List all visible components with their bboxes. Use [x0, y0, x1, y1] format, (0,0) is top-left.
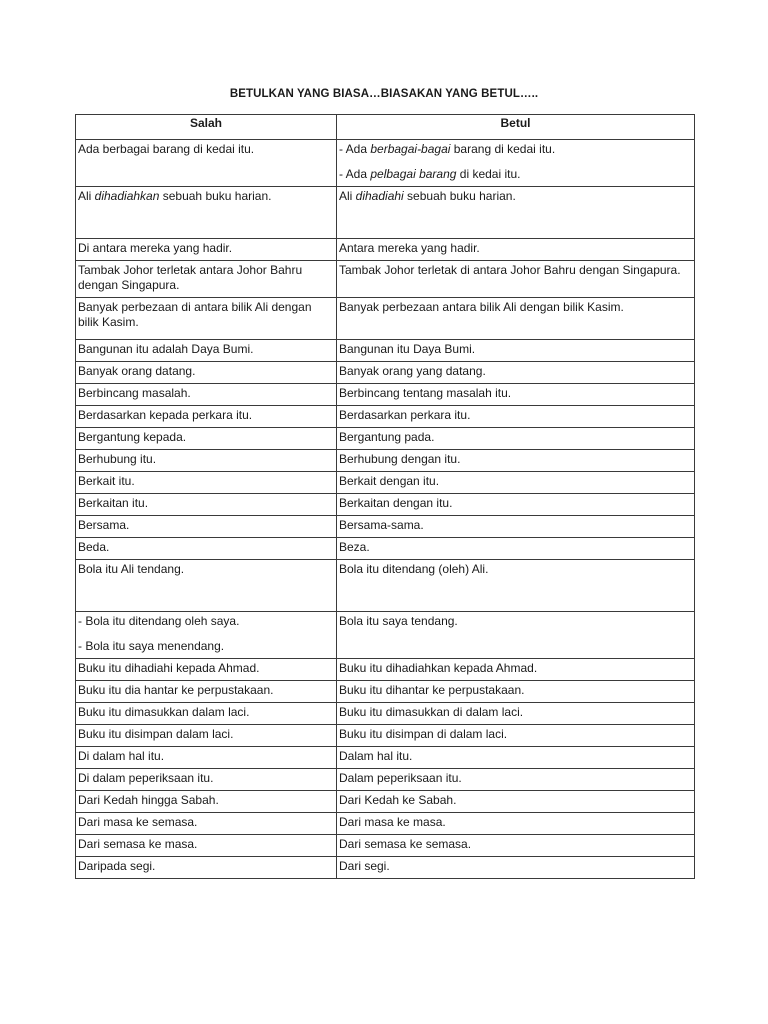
- salah-line: [78, 771, 334, 786]
- salah-cell: [76, 406, 337, 428]
- salah-text: Ali: [78, 189, 95, 203]
- salah-text: - Bola itu ditendang oleh saya.: [78, 614, 240, 628]
- betul-cell: [337, 140, 695, 187]
- salah-text: Beda.: [78, 540, 110, 554]
- salah-text: dihadiahkan: [94, 189, 160, 203]
- salah-line: [78, 364, 334, 379]
- betul-text: Ali: [339, 189, 356, 203]
- betul-cell: [337, 516, 695, 538]
- betul-cell: [337, 612, 695, 659]
- salah-text: Daripada segi.: [78, 859, 156, 873]
- betul-line: [339, 815, 692, 830]
- salah-text: Buku itu disimpan dalam laci.: [78, 727, 234, 741]
- salah-cell: [76, 659, 337, 681]
- betul-cell: [337, 538, 695, 560]
- salah-line: [78, 749, 334, 764]
- salah-line: [78, 518, 334, 533]
- salah-line: [78, 300, 334, 330]
- betul-line: [339, 859, 692, 874]
- salah-text: Banyak perbezaan di antara bilik Ali dengan bilik Kasim.: [78, 300, 312, 329]
- table-row: [76, 187, 695, 239]
- salah-cell: [76, 239, 337, 261]
- betul-cell: [337, 857, 695, 879]
- betul-text: Berbincang tentang masalah itu.: [339, 386, 512, 400]
- betul-cell: [337, 298, 695, 340]
- betul-text: Berkait dengan itu.: [339, 474, 440, 488]
- salah-text: Berkaitan itu.: [78, 496, 149, 510]
- betul-cell: [337, 791, 695, 813]
- betul-line: [339, 386, 692, 401]
- salah-line: [78, 342, 334, 357]
- salah-cell: [76, 298, 337, 340]
- betul-line: [339, 661, 692, 676]
- salah-cell: [76, 140, 337, 187]
- salah-line: [78, 705, 334, 720]
- salah-text: - Bola itu saya menendang.: [78, 639, 225, 653]
- salah-text: Bangunan itu adalah Daya Bumi.: [78, 342, 254, 356]
- betul-text: Dari segi.: [339, 859, 390, 873]
- salah-line: [78, 793, 334, 808]
- salah-text: Berdasarkan kepada perkara itu.: [78, 408, 253, 422]
- salah-text: Dari masa ke semasa.: [78, 815, 198, 829]
- betul-line: [339, 342, 692, 357]
- salah-line: [78, 683, 334, 698]
- betul-cell: [337, 340, 695, 362]
- betul-text: Berdasarkan perkara itu.: [339, 408, 471, 422]
- table-row: [76, 612, 695, 659]
- betul-cell: [337, 659, 695, 681]
- salah-line: [78, 837, 334, 852]
- salah-cell: [76, 472, 337, 494]
- salah-line: [78, 661, 334, 676]
- betul-line: [339, 430, 692, 445]
- salah-text: Tambak Johor terletak antara Johor Bahru dengan Singapura.: [78, 263, 303, 292]
- betul-cell: [337, 703, 695, 725]
- betul-text: Tambak Johor terletak di antara Johor Bahru dengan Singapura.: [339, 263, 681, 277]
- betul-text: Buku itu dihantar ke perpustakaan.: [339, 683, 525, 697]
- salah-line: [78, 263, 334, 293]
- table-row: [76, 362, 695, 384]
- betul-line: [339, 727, 692, 742]
- betul-text: Buku itu dimasukkan di dalam laci.: [339, 705, 524, 719]
- salah-text: Berbincang masalah.: [78, 386, 191, 400]
- betul-text: dihadiahi: [355, 189, 404, 203]
- salah-line: [78, 474, 334, 489]
- betul-text: Dalam hal itu.: [339, 749, 413, 763]
- table-row: [76, 659, 695, 681]
- betul-text: Banyak orang yang datang.: [339, 364, 486, 378]
- betul-cell: [337, 362, 695, 384]
- betul-line: [339, 496, 692, 511]
- salah-text: Ada berbagai barang di kedai itu.: [78, 142, 255, 156]
- salah-text: Banyak orang datang.: [78, 364, 196, 378]
- betul-line: [339, 540, 692, 555]
- salah-text: Bergantung kepada.: [78, 430, 187, 444]
- salah-cell: [76, 769, 337, 791]
- betul-cell: [337, 472, 695, 494]
- salah-cell: [76, 725, 337, 747]
- betul-text: Bergantung pada.: [339, 430, 435, 444]
- table-row: [76, 472, 695, 494]
- betul-line: [339, 749, 692, 764]
- betul-line: [339, 241, 692, 256]
- betul-line: [339, 474, 692, 489]
- table-row: [76, 239, 695, 261]
- table-row: [76, 140, 695, 187]
- betul-cell: [337, 560, 695, 612]
- salah-text: Berhubung itu.: [78, 452, 157, 466]
- salah-line: [78, 639, 334, 654]
- betul-text: - Ada: [339, 167, 371, 181]
- betul-line: [339, 189, 692, 204]
- salah-text: Buku itu dihadiahi kepada Ahmad.: [78, 661, 260, 675]
- salah-text: Di dalam peperiksaan itu.: [78, 771, 214, 785]
- salah-text: Bola itu Ali tendang.: [78, 562, 185, 576]
- table-row: [76, 538, 695, 560]
- table-row: [76, 384, 695, 406]
- table-row: [76, 681, 695, 703]
- salah-cell: [76, 187, 337, 239]
- salah-cell: [76, 261, 337, 298]
- betul-cell: [337, 725, 695, 747]
- betul-text: pelbagai barang: [370, 167, 457, 181]
- table-row: [76, 340, 695, 362]
- betul-cell: [337, 494, 695, 516]
- betul-text: Dari semasa ke semasa.: [339, 837, 472, 851]
- betul-cell: [337, 239, 695, 261]
- table-row: [76, 747, 695, 769]
- salah-text: Di dalam hal itu.: [78, 749, 165, 763]
- salah-line: [78, 496, 334, 511]
- betul-text: Dari Kedah ke Sabah.: [339, 793, 457, 807]
- salah-cell: [76, 681, 337, 703]
- betul-line: [339, 683, 692, 698]
- salah-cell: [76, 835, 337, 857]
- salah-cell: [76, 494, 337, 516]
- table-row: [76, 791, 695, 813]
- salah-text: Berkait itu.: [78, 474, 135, 488]
- betul-text: Beza.: [339, 540, 370, 554]
- betul-text: Dari masa ke masa.: [339, 815, 446, 829]
- betul-line: [339, 452, 692, 467]
- table-row: [76, 494, 695, 516]
- table-row: [76, 769, 695, 791]
- salah-text: Di antara mereka yang hadir.: [78, 241, 233, 255]
- table-row: [76, 560, 695, 612]
- salah-text: Dari semasa ke masa.: [78, 837, 198, 851]
- salah-line: [78, 562, 334, 577]
- betul-line: [339, 263, 692, 278]
- salah-cell: [76, 428, 337, 450]
- betul-text: Buku itu dihadiahkan kepada Ahmad.: [339, 661, 538, 675]
- salah-cell: [76, 450, 337, 472]
- salah-text: Dari Kedah hingga Sabah.: [78, 793, 219, 807]
- betul-line: [339, 793, 692, 808]
- salah-text: Buku itu dia hantar ke perpustakaan.: [78, 683, 274, 697]
- table-row: [76, 261, 695, 298]
- header-betul: Betul: [337, 115, 695, 140]
- betul-cell: [337, 406, 695, 428]
- salah-line: [78, 859, 334, 874]
- salah-line: [78, 241, 334, 256]
- salah-text: Bersama.: [78, 518, 130, 532]
- betul-line: [339, 837, 692, 852]
- betul-line: [339, 614, 692, 629]
- salah-cell: [76, 813, 337, 835]
- betul-cell: [337, 769, 695, 791]
- betul-cell: [337, 747, 695, 769]
- betul-text: Dalam peperiksaan itu.: [339, 771, 462, 785]
- betul-cell: [337, 261, 695, 298]
- salah-line: [78, 386, 334, 401]
- table-row: [76, 450, 695, 472]
- betul-text: Bola itu ditendang (oleh) Ali.: [339, 562, 489, 576]
- betul-line: [339, 300, 692, 315]
- salah-line: [78, 727, 334, 742]
- correction-table: [75, 114, 695, 879]
- betul-cell: [337, 835, 695, 857]
- table-row: [76, 703, 695, 725]
- betul-cell: [337, 187, 695, 239]
- salah-text: Buku itu dimasukkan dalam laci.: [78, 705, 250, 719]
- betul-text: barang di kedai itu.: [450, 142, 556, 156]
- betul-cell: [337, 681, 695, 703]
- salah-line: [78, 189, 334, 204]
- betul-text: Berhubung dengan itu.: [339, 452, 461, 466]
- salah-line: [78, 815, 334, 830]
- betul-text: sebuah buku harian.: [403, 189, 516, 203]
- betul-text: Berkaitan dengan itu.: [339, 496, 453, 510]
- table-row: [76, 298, 695, 340]
- salah-cell: [76, 516, 337, 538]
- salah-line: [78, 614, 334, 629]
- table-header-row: [76, 115, 695, 140]
- betul-line: [339, 142, 692, 157]
- betul-line: [339, 771, 692, 786]
- salah-cell: [76, 703, 337, 725]
- salah-cell: [76, 612, 337, 659]
- table-row: [76, 428, 695, 450]
- betul-text: - Ada: [339, 142, 371, 156]
- betul-text: di kedai itu.: [456, 167, 521, 181]
- salah-cell: [76, 560, 337, 612]
- salah-text: sebuah buku harian.: [159, 189, 272, 203]
- header-salah: Salah: [76, 115, 337, 140]
- table-row: [76, 813, 695, 835]
- betul-text: Bangunan itu Daya Bumi.: [339, 342, 476, 356]
- salah-line: [78, 142, 334, 157]
- salah-cell: [76, 791, 337, 813]
- page-title: BETULKAN YANG BIASA…BIASAKAN YANG BETUL…..: [229, 88, 539, 100]
- salah-line: [78, 430, 334, 445]
- salah-line: [78, 452, 334, 467]
- salah-cell: [76, 384, 337, 406]
- salah-cell: [76, 362, 337, 384]
- table-row: [76, 835, 695, 857]
- betul-line: [339, 167, 692, 182]
- salah-cell: [76, 747, 337, 769]
- table-row: [76, 406, 695, 428]
- salah-line: [78, 408, 334, 423]
- betul-text: Buku itu disimpan di dalam laci.: [339, 727, 508, 741]
- salah-cell: [76, 857, 337, 879]
- betul-text: Banyak perbezaan antara bilik Ali dengan bilik Kasim.: [339, 300, 624, 314]
- betul-text: Bola itu saya tendang.: [339, 614, 458, 628]
- betul-line: [339, 518, 692, 533]
- betul-text: berbagai-bagai: [370, 142, 451, 156]
- betul-text: Antara mereka yang hadir.: [339, 241, 480, 255]
- betul-cell: [337, 450, 695, 472]
- table-row: [76, 725, 695, 747]
- betul-line: [339, 364, 692, 379]
- betul-cell: [337, 813, 695, 835]
- betul-text: Bersama-sama.: [339, 518, 424, 532]
- salah-line: [78, 540, 334, 555]
- betul-line: [339, 705, 692, 720]
- betul-line: [339, 408, 692, 423]
- salah-cell: [76, 340, 337, 362]
- betul-line: [339, 562, 692, 577]
- betul-cell: [337, 384, 695, 406]
- table-row: [76, 857, 695, 879]
- betul-cell: [337, 428, 695, 450]
- table-row: [76, 516, 695, 538]
- salah-cell: [76, 538, 337, 560]
